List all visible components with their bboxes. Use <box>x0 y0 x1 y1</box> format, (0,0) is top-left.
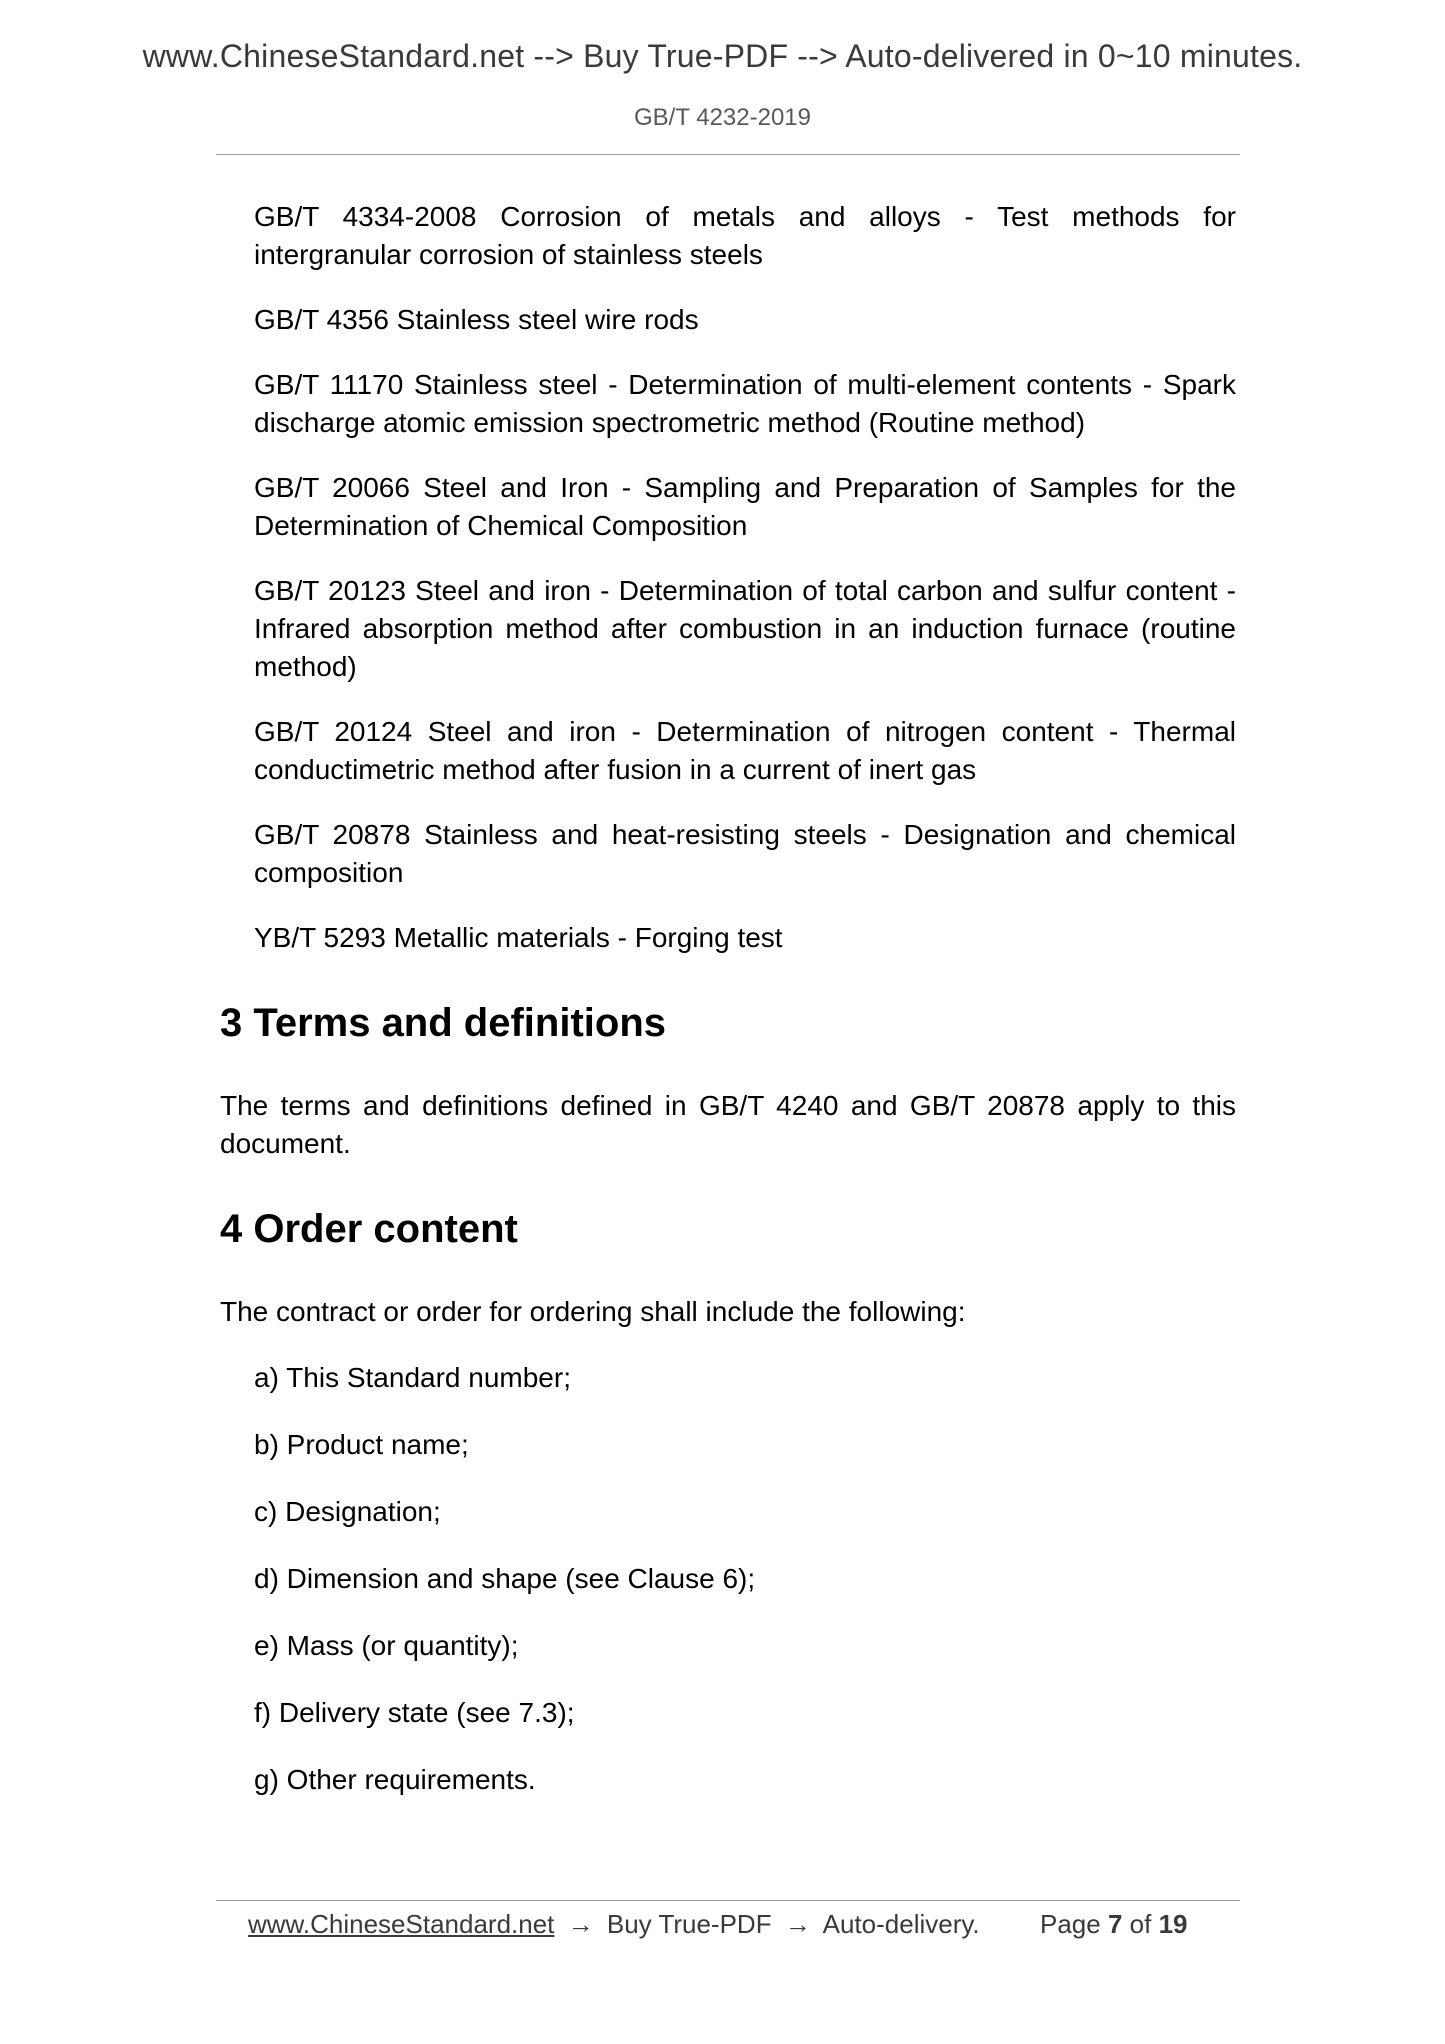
list-item: f) Delivery state (see 7.3); <box>254 1697 575 1728</box>
reference-item: GB/T 20123 Steel and iron - Determination of total carbon and sulfur content - Infrared absorption method after combustion in an induction furnace (routine method) <box>254 575 1236 682</box>
page-body <box>220 198 1236 1828</box>
footer-delivery-text: Auto-delivery. <box>822 1909 980 1939</box>
reference-item: YB/T 5293 Metallic materials - Forging test <box>254 922 783 953</box>
footer-site-link[interactable]: www.ChineseStandard.net <box>248 1909 555 1939</box>
standard-code: GB/T 4232-2019 <box>633 104 811 131</box>
section-4-intro: The contract or order for ordering shall include the following: <box>220 1296 966 1327</box>
reference-item: GB/T 20066 Steel and Iron - Sampling and Preparation of Samples for the Determination of Chemical Composition <box>254 472 1236 541</box>
list-item: d) Dimension and shape (see Clause 6); <box>254 1563 756 1594</box>
header-banner: www.ChineseStandard.net --> Buy True-PDF --> Auto-delivered in 0~10 minutes. <box>142 38 1303 74</box>
section-4-heading: 4 Order content <box>220 1207 518 1251</box>
page-current: 7 <box>1107 1909 1123 1939</box>
page-footer <box>248 1904 1208 1944</box>
section-3-body: The terms and definitions defined in GB/T 4240 and GB/T 20878 apply to this document. <box>220 1090 1236 1159</box>
list-item: b) Product name; <box>254 1429 469 1460</box>
list-item: e) Mass (or quantity); <box>254 1630 519 1661</box>
footer-buy-text: Buy True-PDF <box>606 1909 772 1939</box>
of-label: of <box>1129 1909 1152 1939</box>
page-total: 19 <box>1158 1909 1188 1939</box>
arrow-right-icon: → <box>784 1909 811 1939</box>
order-content-list <box>254 1359 1236 1799</box>
normative-references-list <box>220 198 1236 957</box>
reference-item: GB/T 4334-2008 Corrosion of metals and alloys - Test methods for intergranular corrosion of stainless steels <box>254 201 1236 270</box>
reference-item: GB/T 20124 Steel and iron - Determination of nitrogen content - Thermal conductimetric method after fusion in a current of inert gas <box>254 716 1236 785</box>
header-divider <box>216 154 1240 155</box>
reference-item: GB/T 11170 Stainless steel - Determination of multi-element contents - Spark discharge atomic emission spectrometric method (Routine method) <box>254 369 1236 438</box>
list-item: g) Other requirements. <box>254 1764 536 1795</box>
reference-item: GB/T 4356 Stainless steel wire rods <box>254 304 699 335</box>
section-3-heading: 3 Terms and definitions <box>220 1001 666 1045</box>
page-label: Page <box>1040 1909 1101 1939</box>
footer-divider <box>216 1900 1240 1901</box>
reference-item: GB/T 20878 Stainless and heat-resisting steels - Designation and chemical composition <box>254 819 1236 888</box>
list-item: c) Designation; <box>254 1496 441 1527</box>
arrow-right-icon: → <box>567 1909 594 1939</box>
list-item: a) This Standard number; <box>254 1362 571 1393</box>
page-number <box>1040 1904 1188 1944</box>
